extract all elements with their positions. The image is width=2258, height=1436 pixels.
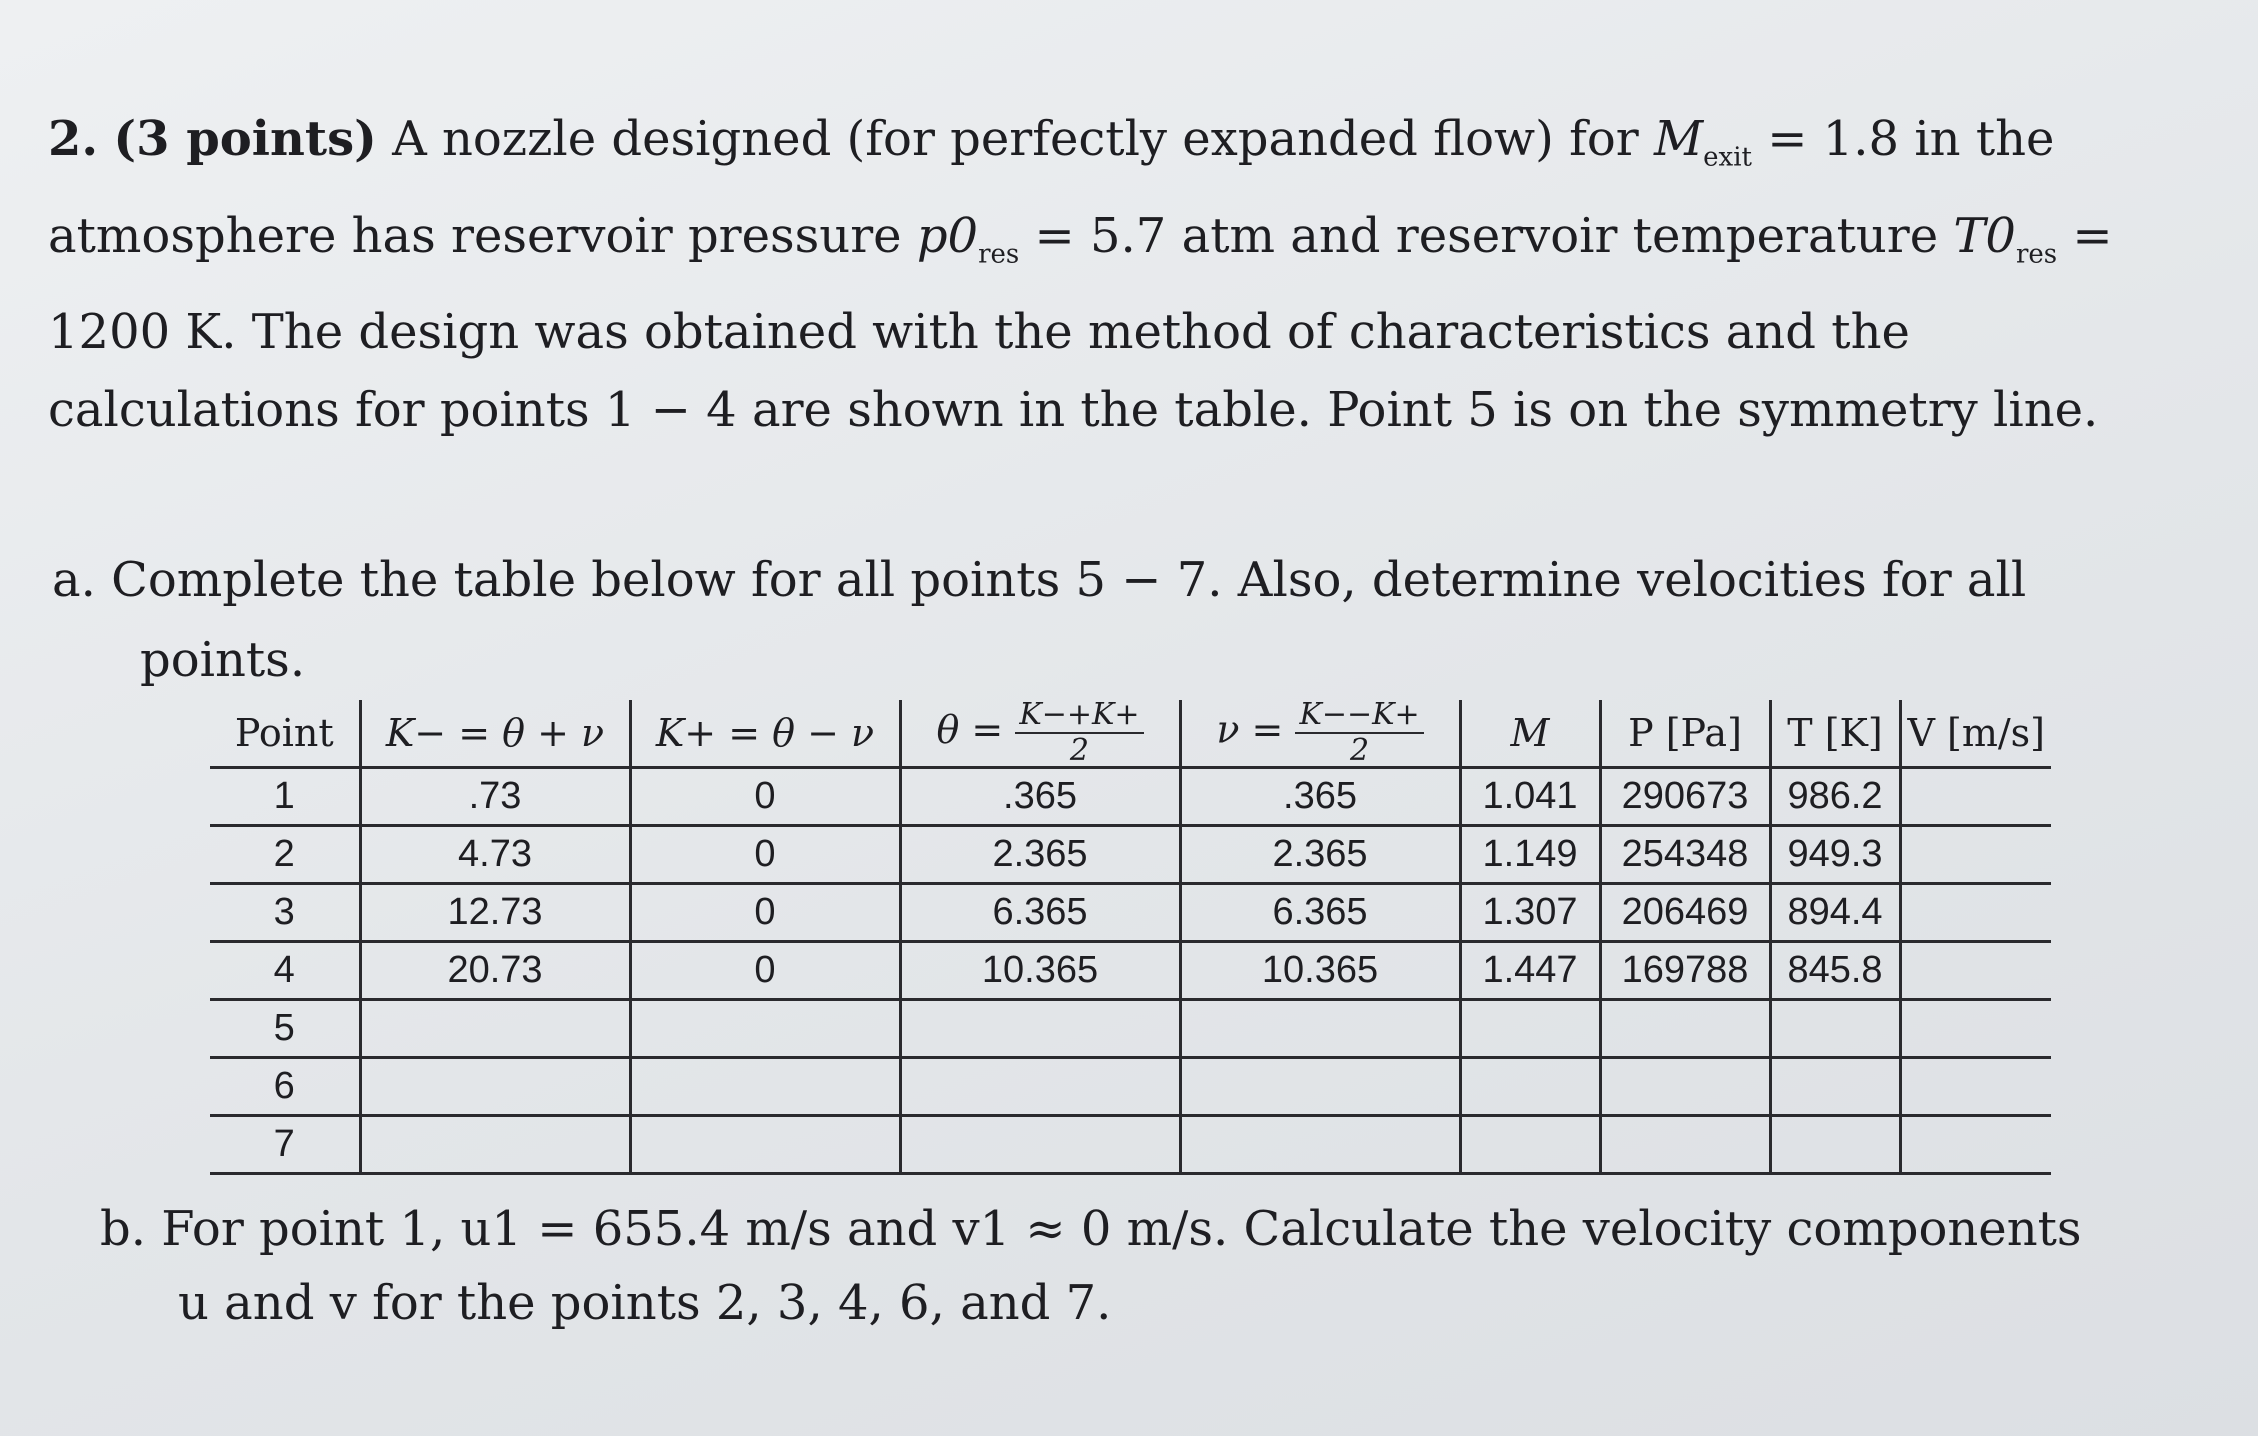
table-header-row	[210, 700, 2051, 768]
cell-point: 2	[210, 826, 360, 884]
table-row	[210, 884, 2051, 942]
header-nu-lhs: ν =	[1216, 707, 1284, 752]
header-kminus: K− = θ + ν	[360, 700, 630, 768]
t0-sub: res	[2015, 239, 2058, 270]
cell-velocity	[1900, 826, 2051, 884]
cell-kminus	[360, 1058, 630, 1116]
t0-value: = 1200 K. The design was obtained with the method of characteristics and the calculations for points 1 − 4 are shown in the table. Point 5 is on the symmetry line.	[48, 207, 2113, 439]
header-point: Point	[210, 700, 360, 768]
cell-temperature: 986.2	[1770, 768, 1900, 826]
cell-theta	[900, 1058, 1180, 1116]
header-velocity: V [m/s]	[1900, 700, 2051, 768]
cell-velocity	[1900, 768, 2051, 826]
header-pressure: P [Pa]	[1600, 700, 1770, 768]
cell-nu: .365	[1180, 768, 1460, 826]
header-nu	[1180, 697, 1460, 768]
cell-velocity	[1900, 942, 2051, 1000]
cell-mach	[1460, 1000, 1600, 1058]
cell-kminus: 4.73	[360, 826, 630, 884]
cell-nu	[1180, 1116, 1460, 1174]
cell-nu	[1180, 1058, 1460, 1116]
cell-velocity	[1900, 1058, 2051, 1116]
cell-kminus	[360, 1000, 630, 1058]
cell-kplus	[630, 1000, 900, 1058]
cell-temperature	[1770, 1058, 1900, 1116]
p0-symbol: p0	[916, 207, 979, 264]
part-b-text-2: u and v for the points 2, 3, 4, 6, and 7.	[178, 1275, 1112, 1331]
header-theta-fraction	[1015, 697, 1143, 768]
table-row	[210, 942, 2051, 1000]
cell-theta	[900, 1116, 1180, 1174]
header-theta-den: 2	[1069, 733, 1089, 768]
problem-statement	[48, 100, 2128, 449]
cell-theta: .365	[900, 768, 1180, 826]
cell-pressure	[1600, 1000, 1770, 1058]
moc-table	[210, 697, 2051, 1175]
problem-number: 2.	[48, 111, 99, 167]
cell-point: 3	[210, 884, 360, 942]
cell-mach	[1460, 1116, 1600, 1174]
part-b-text: For point 1, u1 = 655.4 m/s and v1 ≈ 0 m/s. Calculate the velocity components	[145, 1201, 2082, 1257]
part-b	[100, 1192, 2160, 1340]
header-nu-den: 2	[1350, 733, 1370, 768]
p0-sub: res	[978, 239, 1020, 270]
header-mach: M	[1460, 700, 1600, 768]
mexit-value: = 1.8 in the atmosphere has reservoir pressure	[48, 111, 2055, 264]
cell-mach: 1.149	[1460, 826, 1600, 884]
cell-nu: 2.365	[1180, 826, 1460, 884]
cell-kminus	[360, 1116, 630, 1174]
header-theta-num: K−+K+	[1015, 700, 1143, 734]
table-row	[210, 1000, 2051, 1058]
cell-pressure	[1600, 1116, 1770, 1174]
cell-temperature: 845.8	[1770, 942, 1900, 1000]
cell-velocity	[1900, 1116, 2051, 1174]
cell-kplus: 0	[630, 826, 900, 884]
header-theta-lhs: θ =	[936, 707, 1004, 752]
table-row	[210, 1058, 2051, 1116]
part-a-text: Complete the table below for all points 5 − 7. Also, determine velocities for all	[95, 552, 2027, 608]
cell-theta: 10.365	[900, 942, 1180, 1000]
cell-mach: 1.041	[1460, 768, 1600, 826]
header-kplus: K+ = θ − ν	[630, 700, 900, 768]
table-row	[210, 1116, 2051, 1174]
cell-velocity	[1900, 1000, 2051, 1058]
cell-theta	[900, 1000, 1180, 1058]
cell-nu	[1180, 1000, 1460, 1058]
p0-value: = 5.7 atm and reservoir temperature	[1019, 207, 1954, 264]
cell-kplus: 0	[630, 942, 900, 1000]
cell-mach	[1460, 1058, 1600, 1116]
part-a-label: a.	[52, 552, 96, 608]
cell-pressure: 254348	[1600, 826, 1770, 884]
cell-temperature: 894.4	[1770, 884, 1900, 942]
header-nu-fraction	[1295, 697, 1423, 768]
cell-theta: 2.365	[900, 826, 1180, 884]
part-b-label: b.	[100, 1201, 146, 1257]
cell-kplus	[630, 1058, 900, 1116]
cell-kminus: 20.73	[360, 942, 630, 1000]
cell-pressure: 290673	[1600, 768, 1770, 826]
problem-points: (3 points)	[113, 111, 377, 167]
cell-kplus: 0	[630, 768, 900, 826]
part-a	[52, 540, 2132, 700]
mexit-symbol: M	[1654, 111, 1704, 167]
table-row	[210, 768, 2051, 826]
mexit-sub: exit	[1703, 142, 1752, 173]
cell-point: 5	[210, 1000, 360, 1058]
cell-mach: 1.307	[1460, 884, 1600, 942]
header-temperature: T [K]	[1770, 700, 1900, 768]
table-body	[210, 768, 2051, 1174]
data-table-wrapper	[210, 697, 2051, 1175]
cell-temperature	[1770, 1000, 1900, 1058]
cell-pressure: 206469	[1600, 884, 1770, 942]
table-row	[210, 826, 2051, 884]
part-a-text-2: points.	[140, 632, 306, 688]
cell-velocity	[1900, 884, 2051, 942]
header-theta	[900, 697, 1180, 768]
cell-kplus: 0	[630, 884, 900, 942]
cell-nu: 10.365	[1180, 942, 1460, 1000]
cell-pressure: 169788	[1600, 942, 1770, 1000]
cell-theta: 6.365	[900, 884, 1180, 942]
cell-kminus: 12.73	[360, 884, 630, 942]
cell-temperature	[1770, 1116, 1900, 1174]
cell-point: 6	[210, 1058, 360, 1116]
cell-kminus: .73	[360, 768, 630, 826]
cell-point: 4	[210, 942, 360, 1000]
cell-point: 1	[210, 768, 360, 826]
cell-pressure	[1600, 1058, 1770, 1116]
cell-temperature: 949.3	[1770, 826, 1900, 884]
cell-mach: 1.447	[1460, 942, 1600, 1000]
cell-kplus	[630, 1116, 900, 1174]
header-nu-num: K−−K+	[1295, 700, 1423, 734]
problem-text-1: A nozzle designed (for perfectly expanded flow) for	[376, 111, 1654, 167]
t0-symbol: T0	[1953, 207, 2016, 264]
cell-point: 7	[210, 1116, 360, 1174]
cell-nu: 6.365	[1180, 884, 1460, 942]
